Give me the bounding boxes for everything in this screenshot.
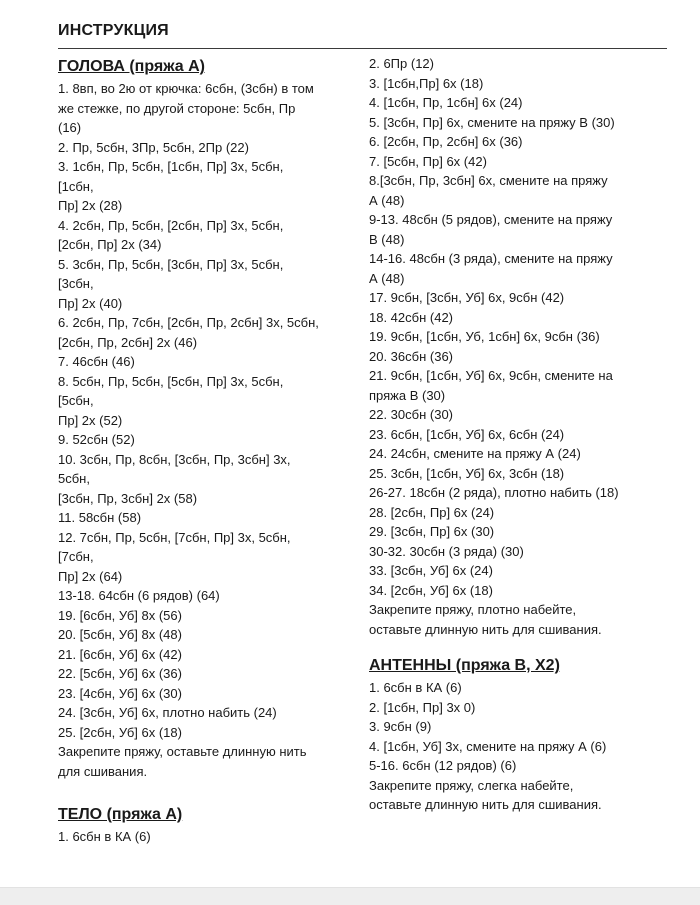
instruction-line: 29. [3сбн, Пр] 6х (30) — [369, 524, 495, 539]
antennae-heading: АНТЕННЫ (пряжа В, Х2) — [369, 657, 560, 674]
instruction-line: 10. 3сбн, Пр, 8сбн, [3сбн, Пр, 3сбн] 3х, — [58, 451, 291, 467]
instruction-line: 25. 3сбн, [1сбн, Уб] 6х, 3сбн (18) — [369, 465, 565, 481]
instruction-line: для сшивания. — [58, 763, 148, 779]
spacer — [58, 781, 360, 802]
instruction-line: 34. [2сбн, Уб] 6х (18) — [369, 582, 493, 598]
instruction-line: 19. [6сбн, Уб] 8х (56) — [58, 607, 182, 623]
instruction-line: 3. 9сбн (9) — [369, 719, 432, 734]
instruction-line: 11. 58сбн (58) — [58, 510, 142, 525]
instruction-line: 6. 2сбн, Пр, 7сбн, [2сбн, Пр, 2сбн] 3х, 5сбн, — [58, 315, 319, 330]
instruction-line: 5сбн, — [58, 471, 90, 486]
instruction-line: оставьте длинную нить для сшивания. — [369, 797, 602, 812]
instruction-line: 2. [1сбн, Пр] 3х 0) — [369, 699, 476, 715]
body-instructions-start — [58, 827, 360, 847]
page-bottom-edge — [0, 887, 700, 905]
instruction-line: [2сбн, Пр, 2сбн] 2х (46) — [58, 334, 198, 350]
instruction-line: 9-13. 48сбн (5 рядов), смените на пряжу — [369, 212, 613, 227]
left-column — [58, 54, 360, 847]
instruction-line: [2сбн, Пр] 2х (34) — [58, 237, 162, 252]
instruction-line: Закрепите пряжу, плотно набейте, — [369, 602, 577, 617]
head-heading: ГОЛОВА (пряжа А) — [58, 58, 205, 75]
instruction-line: Закрепите пряжу, оставьте длинную нить — [58, 744, 307, 759]
instruction-line: [3сбн, Пр, 3сбн] 2х (58) — [58, 490, 198, 506]
instruction-line: же стежке, по другой стороне: 5сбн, Пр — [58, 100, 296, 116]
instruction-line: В (48) — [369, 231, 405, 247]
instruction-line: 1. 8вп, во 2ю от крючка: 6сбн, (3сбн) в том — [58, 81, 314, 96]
instruction-line: 28. [2сбн, Пр] 6х (24) — [369, 504, 495, 520]
instruction-line: 2. Пр, 5сбн, 3Пр, 5сбн, 2Пр (22) — [58, 139, 249, 155]
instruction-line: 3. 1сбн, Пр, 5сбн, [1сбн, Пр] 3х, 5сбн, — [58, 159, 284, 174]
antennae-instructions — [369, 678, 669, 815]
right-column — [369, 54, 669, 815]
instruction-line: 20. 36сбн (36) — [369, 348, 453, 364]
instruction-line: А (48) — [369, 270, 405, 286]
instruction-line: 3. [1сбн,Пр] 6х (18) — [369, 75, 484, 91]
instruction-line: 22. [5сбн, Уб] 6х (36) — [58, 666, 182, 681]
body-heading: ТЕЛО (пряжа А) — [58, 806, 183, 823]
instruction-line: 20. [5сбн, Уб] 8х (48) — [58, 627, 182, 642]
instruction-line: 7. [5сбн, Пр] 6х (42) — [369, 153, 487, 169]
instruction-line: 9. 52сбн (52) — [58, 432, 135, 447]
instruction-line: 7. 46сбн (46) — [58, 354, 135, 369]
body-instructions-continued — [369, 54, 669, 639]
instruction-line: 5. 3сбн, Пр, 5сбн, [3сбн, Пр] 3х, 5сбн, — [58, 256, 284, 272]
instruction-line: [7сбн, — [58, 549, 94, 564]
instruction-line: 26-27. 18сбн (2 ряда), плотно набить (18) — [369, 485, 619, 500]
instruction-line: 4. 2сбн, Пр, 5сбн, [2сбн, Пр] 3х, 5сбн, — [58, 217, 284, 233]
instruction-line: оставьте длинную нить для сшивания. — [369, 621, 602, 637]
instruction-line: 24. 24сбн, смените на пряжу А (24) — [369, 446, 581, 461]
instruction-line: 23. [4сбн, Уб] 6х (30) — [58, 685, 182, 701]
instruction-line: 19. 9сбн, [1сбн, Уб, 1сбн] 6х, 9сбн (36) — [369, 329, 600, 344]
instruction-line: 8. 5сбн, Пр, 5сбн, [5сбн, Пр] 3х, 5сбн, — [58, 373, 284, 389]
title-divider — [58, 48, 667, 49]
page-title: ИНСТРУКЦИЯ — [58, 22, 169, 39]
instruction-line: Закрепите пряжу, слегка набейте, — [369, 777, 574, 793]
instruction-line: (16) — [58, 120, 82, 135]
instruction-line: 21. 9сбн, [1сбн, Уб] 6х, 9сбн, смените на — [369, 368, 613, 383]
instruction-line: 1. 6сбн в КА (6) — [369, 680, 462, 695]
instruction-line: [3сбн, — [58, 276, 94, 291]
instruction-line: 21. [6сбн, Уб] 6х (42) — [58, 646, 182, 662]
instruction-line: Пр] 2х (64) — [58, 568, 123, 584]
instruction-line: [1сбн, — [58, 178, 94, 194]
instruction-line: 5. [3сбн, Пр] 6х, смените на пряжу В (30) — [369, 114, 615, 130]
instruction-line: 1. 6сбн в КА (6) — [58, 829, 151, 844]
instruction-line: Пр] 2х (40) — [58, 295, 123, 311]
instruction-line: Пр] 2х (28) — [58, 198, 123, 213]
instruction-line: 4. [1сбн, Уб] 3х, смените на пряжу А (6) — [369, 738, 607, 754]
instruction-line: 5-16. 6сбн (12 рядов) (6) — [369, 758, 517, 773]
instruction-line: 22. 30сбн (30) — [369, 407, 453, 422]
instruction-line: 12. 7сбн, Пр, 5сбн, [7сбн, Пр] 3х, 5сбн, — [58, 529, 291, 545]
head-instructions — [58, 79, 360, 781]
instruction-line: 24. [3сбн, Уб] 6х, плотно набить (24) — [58, 705, 277, 720]
instruction-line: 4. [1сбн, Пр, 1сбн] 6х (24) — [369, 95, 523, 110]
instruction-line: 8.[3сбн, Пр, 3сбн] 6х, смените на пряжу — [369, 173, 608, 188]
instruction-line: 14-16. 48сбн (3 ряда), смените на пряжу — [369, 251, 613, 266]
instruction-line: 6. [2сбн, Пр, 2сбн] 6х (36) — [369, 134, 523, 149]
instruction-line: Пр] 2х (52) — [58, 412, 123, 428]
instruction-line: [5сбн, — [58, 393, 94, 408]
instruction-line: 25. [2сбн, Уб] 6х (18) — [58, 724, 182, 740]
instruction-line: 2. 6Пр (12) — [369, 56, 434, 71]
instruction-line: 33. [3сбн, Уб] 6х (24) — [369, 563, 493, 578]
spacer — [369, 639, 669, 653]
instruction-line: 13-18. 64сбн (6 рядов) (64) — [58, 588, 220, 603]
instruction-line: 30-32. 30сбн (3 ряда) (30) — [369, 543, 524, 559]
instruction-line: пряжа В (30) — [369, 387, 446, 403]
instruction-line: А (48) — [369, 192, 405, 208]
instruction-line: 18. 42сбн (42) — [369, 309, 453, 325]
instruction-line: 23. 6сбн, [1сбн, Уб] 6х, 6сбн (24) — [369, 426, 565, 442]
instruction-line: 17. 9сбн, [3сбн, Уб] 6х, 9сбн (42) — [369, 290, 565, 305]
